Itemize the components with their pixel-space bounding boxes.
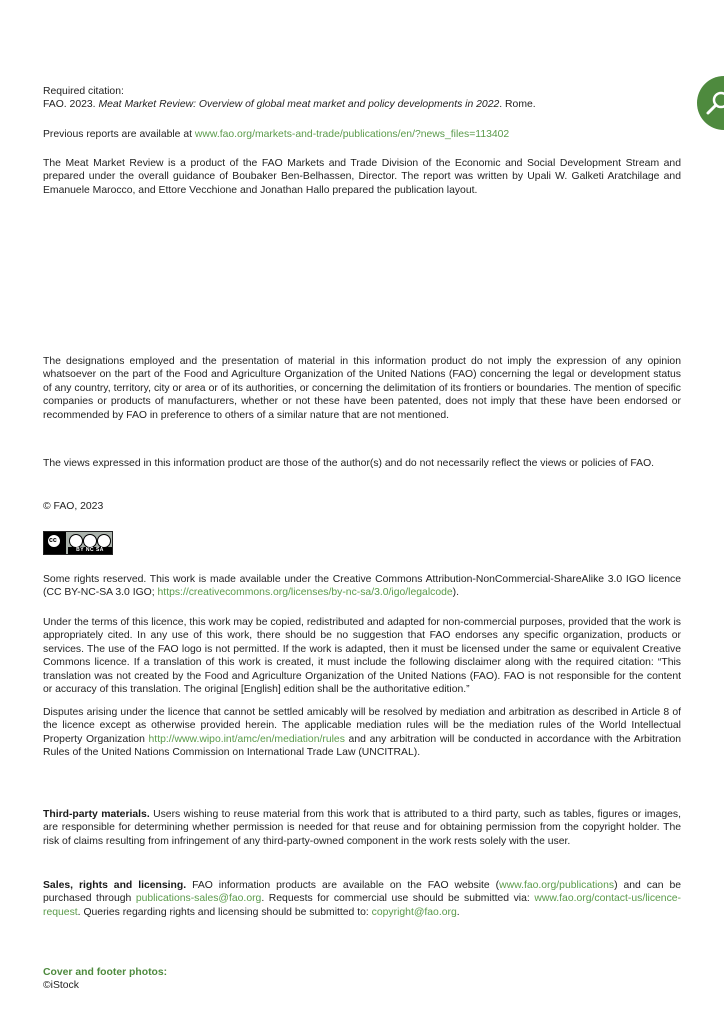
sales-text-3: . Requests for commercial use should be submitted via: xyxy=(261,893,535,905)
views-text: The views expressed in this information product are those of the author(s) and do not necessarily reflect the views or policies of FAO. xyxy=(43,458,655,469)
copyright-text: © FAO, 2023 xyxy=(43,501,104,512)
cc-license-badge[interactable] xyxy=(43,531,113,555)
disputes-end: and any arbitration will be conducted in accordance with the Arbitration Rules of the United Nations Commission on International Trade Law (UNCITRAL). xyxy=(43,733,681,759)
nc-icon xyxy=(83,534,97,548)
about-paragraph xyxy=(43,157,681,197)
designations-paragraph xyxy=(43,355,681,422)
rights-text: Some rights reserved. This work is made available under the Creative Commons Attribution-NonCommercial-ShareAlike 3.0 IGO licence (CC BY-NC-SA 3.0 IGO; xyxy=(43,574,681,599)
cc-badge-labels: BY NC SA xyxy=(68,547,112,554)
views-paragraph xyxy=(43,457,681,470)
rights-paragraph xyxy=(43,573,681,600)
sales-text-5: . xyxy=(456,906,460,918)
sales-text-4: . Queries regarding rights and licensing should be submitted to: xyxy=(77,906,372,918)
search-tab[interactable] xyxy=(697,76,724,130)
previous-reports xyxy=(43,128,681,141)
cc-badge-block xyxy=(43,531,681,559)
licence-terms-text: Under the terms of this licence, this work may be copied, redistributed and adapted for non-commercial purposes, provided that the work is appropriately cited. In any use of this work, there should be no suggestion that FAO endorses any specific organization, products or services. The use of the FAO logo is not permitted. If the work is adapted, then it must be licensed under the same or equivalent Creative Commons licence. If a translation of this work is created, it must include the following disclaimer along with the required citation: “This translation was not created by the Food and Agriculture Organization of the United Nations (FAO). FAO is not responsible for the content or accuracy of this translation. The original [English] edition shall be the authoritative edition.” xyxy=(43,617,681,696)
sales-text-1: FAO information products are available on the FAO website ( xyxy=(186,880,500,891)
disputes-text: Disputes arising under the licence that cannot be settled amicably will be resolved by mediation and arbitration as described in Article 8 of the licence except as otherwise provided herein. The applicable mediation rules will be the mediation rules of the World Intellectual Property Organization xyxy=(43,707,681,745)
search-icon xyxy=(697,76,724,130)
sales-email-link[interactable]: publications-sales@fao.org xyxy=(135,893,262,905)
cc-badge-cc: cc xyxy=(49,537,57,544)
publications-link[interactable]: www.fao.org/publications xyxy=(499,880,615,891)
cover-credit: ©iStock xyxy=(43,980,79,992)
copyright-line xyxy=(43,500,681,513)
sales-label: Sales, rights and licensing. xyxy=(43,880,187,891)
sa-icon xyxy=(97,534,111,548)
designations-text: The designations employed and the presentation of material in this information product do not imply the expression of any opinion whatsoever on the part of the Food and Agriculture Organization of the United Nations (FAO) concerning the legal or development status of any country, territory, city or area or of its authorities, or concerning the delimitation of its frontiers or boundaries. The mention of specific companies or products of manufacturers, whether or not these have been patented, does not imply that these have been endorsed or recommended by FAO in preference to others of a similar nature that are not mentioned. xyxy=(43,356,681,421)
licence-request-link[interactable]: www.fao.org/contact-us/licence-request xyxy=(43,893,682,918)
copyright-email-link[interactable]: copyright@fao.org xyxy=(371,906,457,918)
citation-block xyxy=(43,85,681,112)
about-text: The Meat Market Review is a product of the FAO Markets and Trade Division of the Economic and Social Development Stream and prepared under the overall guidance of Boubaker Ben-Belhassen, Director. The report was written by Upali W. Galketi Aratchilage and Emanuele Marocco, and Ettore Vecchione and Jonathan Hallo prepared the publication layout. xyxy=(43,158,681,196)
third-party-label: Third-party materials. xyxy=(43,809,150,820)
disputes-paragraph xyxy=(43,706,681,760)
wipo-link[interactable]: http://www.wipo.int/amc/en/mediation/rules xyxy=(148,733,345,745)
third-party-paragraph xyxy=(43,808,681,848)
by-icon xyxy=(69,534,83,548)
previous-reports-link[interactable]: www.fao.org/markets-and-trade/publications/en/?news_files=113402 xyxy=(194,129,510,140)
licence-terms-paragraph xyxy=(43,616,681,696)
licence-link[interactable]: https://creativecommons.org/licenses/by-nc-sa/3.0/igo/legalcode xyxy=(157,587,453,599)
citation-suffix: . Rome. xyxy=(499,99,536,111)
citation-title: Meat Market Review: Overview of global meat market and policy developments in 2022 xyxy=(98,99,500,111)
citation-heading: Required citation: xyxy=(43,86,124,97)
cover-label: Cover and footer photos: xyxy=(43,967,168,978)
previous-reports-text: Previous reports are available at xyxy=(43,129,195,140)
rights-end: ). xyxy=(452,587,460,599)
cover-credits xyxy=(43,966,681,993)
sales-paragraph xyxy=(43,879,681,919)
sales-text-2: ) and can be purchased through xyxy=(43,880,681,905)
third-party-text: Users wishing to reuse material from this work that is attributed to a third party, such as tables, figures or images, are responsible for determining whether permission is needed for that reuse and for obtaining permission from the copyright holder. The risk of claims resulting from infringement of any third-party-owned component in the work rests solely with the user. xyxy=(43,809,681,847)
citation-prefix: FAO. 2023. xyxy=(43,99,99,111)
